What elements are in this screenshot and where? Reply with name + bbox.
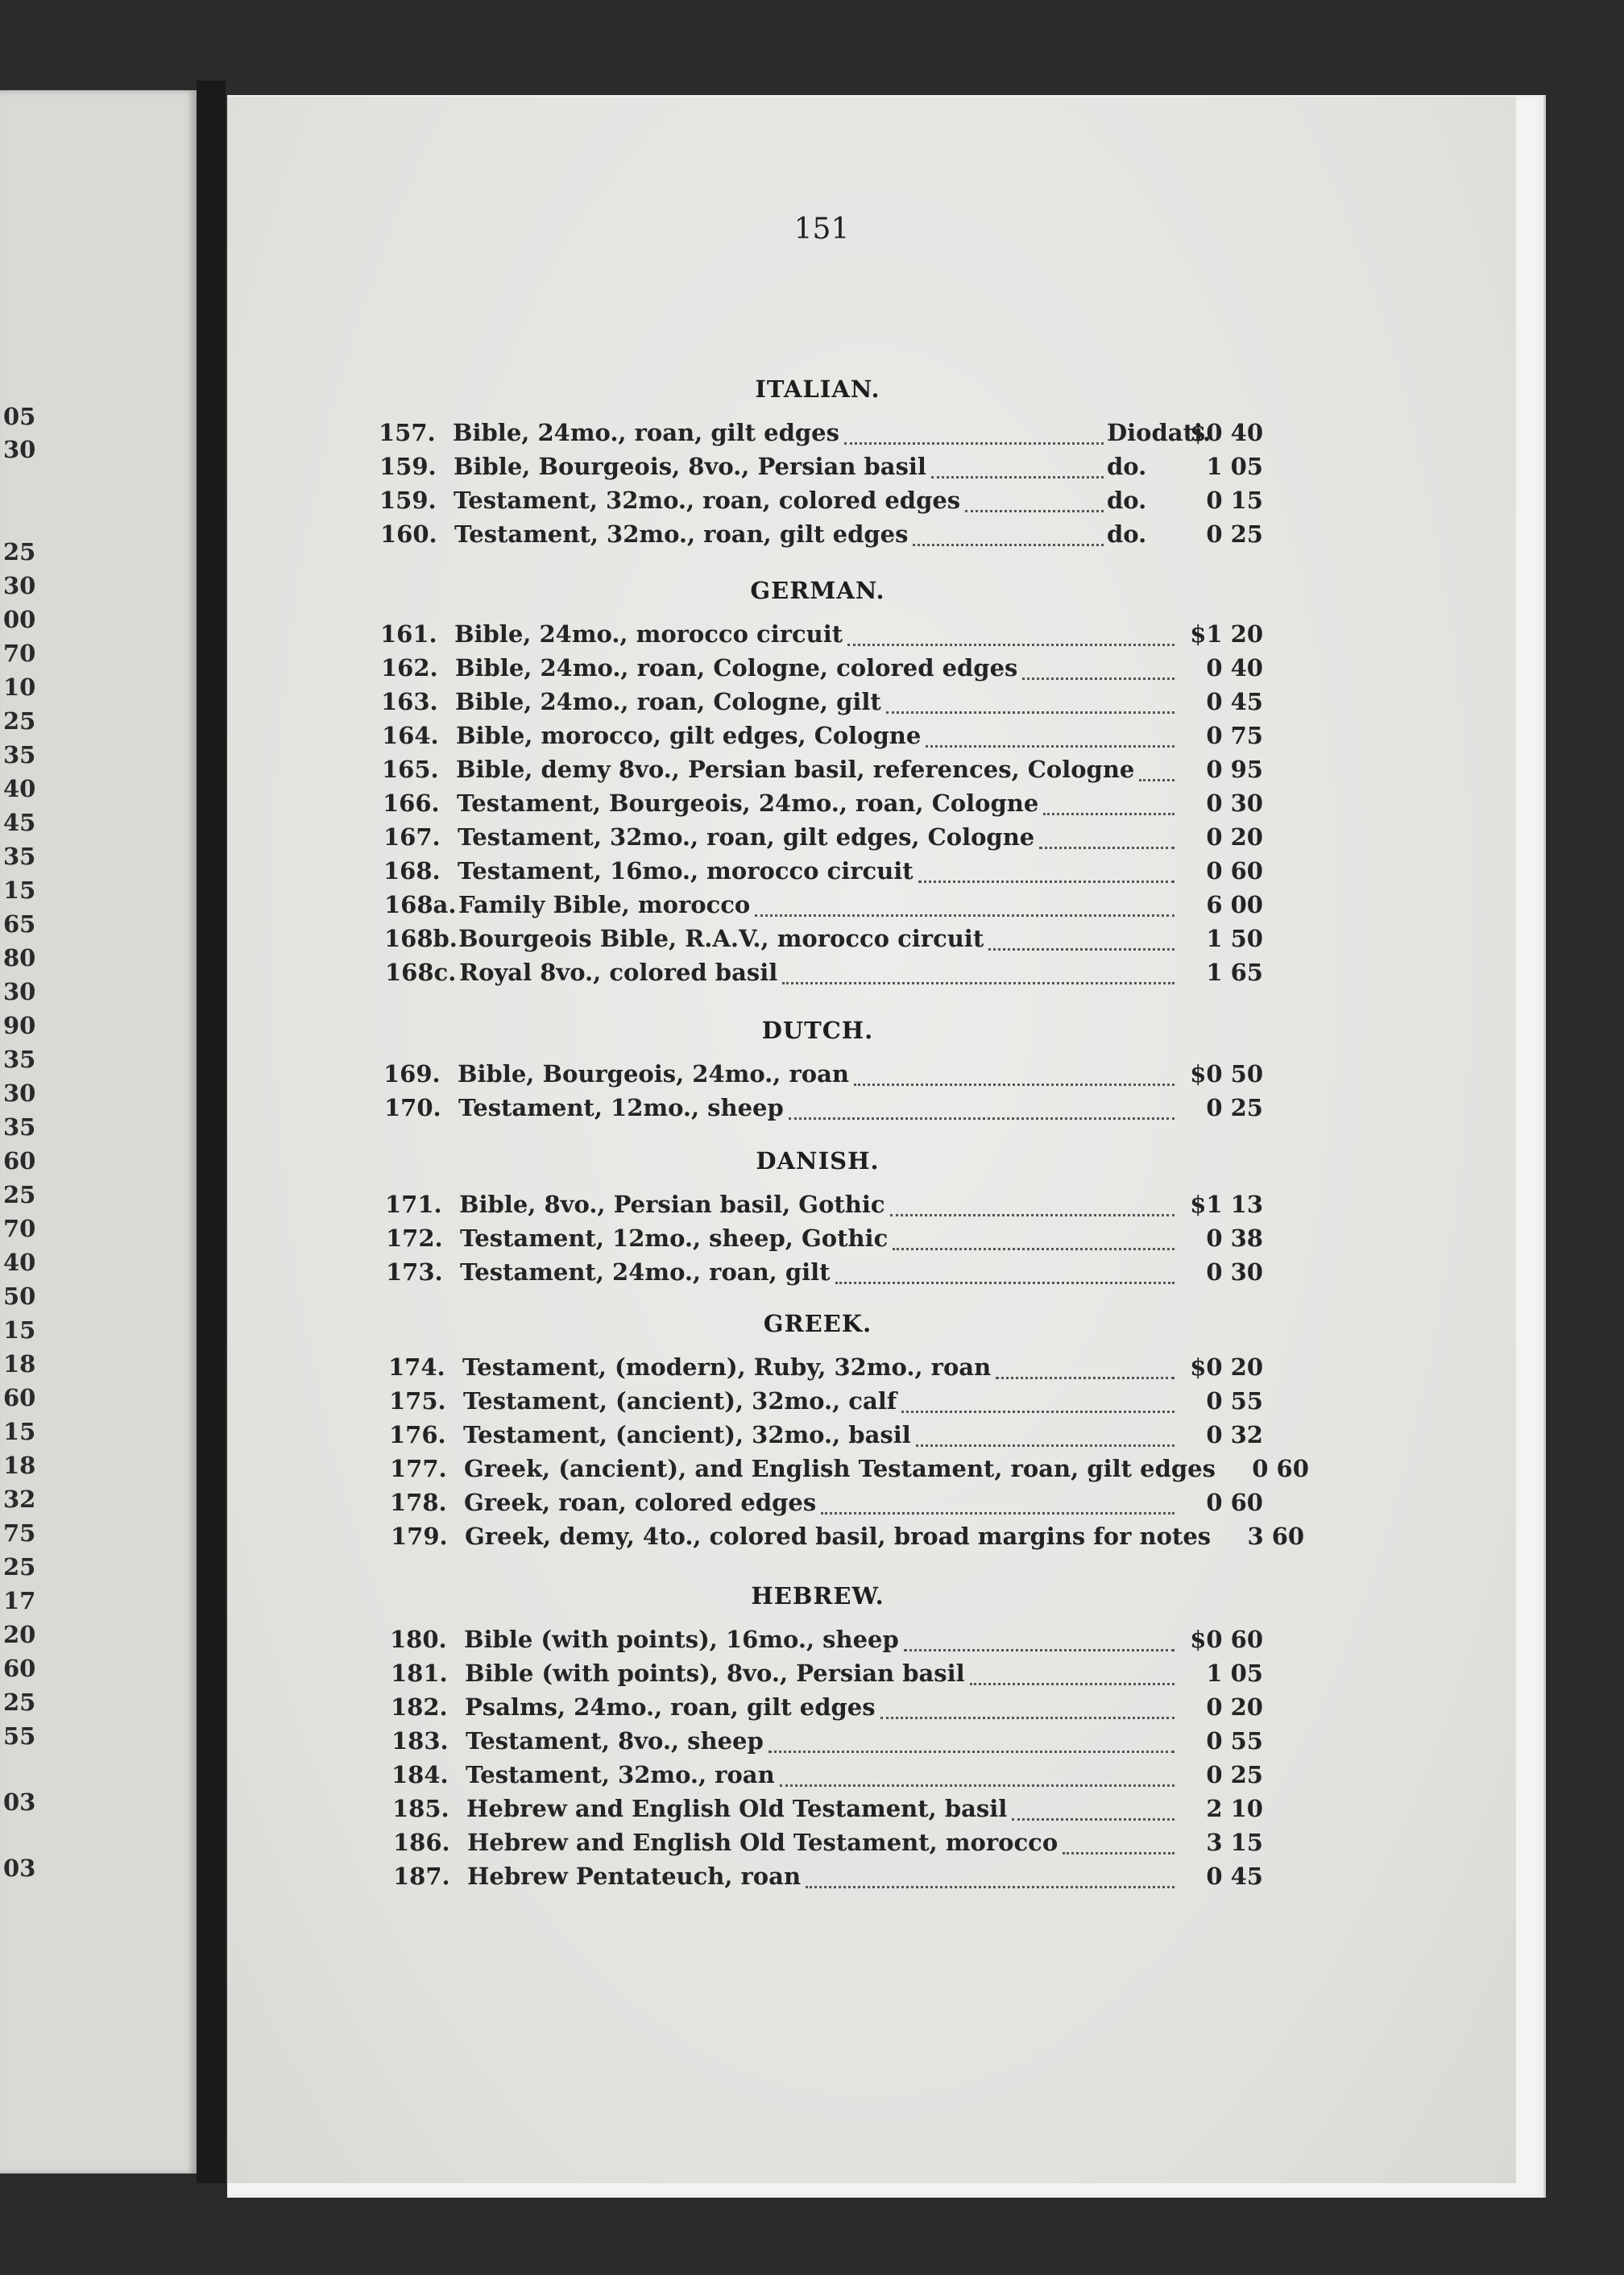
entry-price: 0 25: [1206, 1761, 1263, 1788]
catalog-entry: [388, 1353, 1263, 1386]
section-heading: GERMAN.: [750, 577, 885, 604]
left-page-number: 40: [3, 1249, 36, 1276]
left-page-number: 25: [3, 707, 36, 735]
entry-description: Psalms, 24mo., roan, gilt edges: [465, 1693, 876, 1721]
entry-description: Testament, 24mo., roan, gilt: [460, 1258, 831, 1286]
dot-leader: [789, 1098, 1174, 1120]
catalog-entry: [386, 1225, 1263, 1257]
catalog-entry: [383, 857, 1263, 889]
left-page-number: 50: [3, 1283, 36, 1310]
entry-number: 170.: [384, 1094, 441, 1121]
entry-price: 1 65: [1206, 959, 1263, 986]
entry-number: 177.: [390, 1455, 447, 1482]
left-page-number: 15: [3, 1316, 36, 1344]
catalog-entry: [384, 1094, 1263, 1126]
left-page-number: 03: [3, 1788, 36, 1816]
entry-price: 0 20: [1206, 1693, 1263, 1721]
entry-number: 163.: [381, 688, 438, 715]
left-page-number: 60: [3, 1655, 36, 1682]
dot-leader: [806, 1867, 1174, 1888]
left-page-number: 70: [3, 640, 36, 667]
dot-leader: [1012, 1799, 1174, 1821]
left-page-number: 45: [3, 809, 36, 836]
catalog-entry: [389, 1421, 1263, 1453]
left-page-number: 18: [3, 1350, 36, 1378]
dot-leader: [1039, 827, 1174, 849]
entry-edition: do.: [1107, 453, 1147, 480]
dot-leader: [780, 1765, 1174, 1787]
entry-price: 0 55: [1206, 1387, 1263, 1415]
left-page-number: 40: [3, 775, 36, 802]
dot-leader: [996, 1357, 1174, 1379]
entry-number: 161.: [380, 620, 437, 648]
entry-description: Testament, 12mo., sheep, Gothic: [460, 1225, 889, 1252]
dot-leader: [854, 1064, 1174, 1086]
dot-leader: [904, 1630, 1174, 1651]
dot-leader: [1139, 760, 1174, 781]
entry-price: $0 50: [1190, 1060, 1263, 1088]
entry-description: Bible, morocco, gilt edges, Cologne: [456, 722, 922, 749]
entry-number: 171.: [385, 1191, 442, 1218]
entry-description: Testament, (ancient), 32mo., basil: [463, 1421, 911, 1448]
entry-description: Testament, 32mo., roan: [466, 1761, 775, 1788]
entry-price: 0 20: [1206, 823, 1263, 851]
catalog-entry: [389, 1387, 1263, 1419]
left-page-number: 25: [3, 538, 36, 566]
entry-description: Hebrew and English Old Testament, morocco: [467, 1829, 1058, 1856]
dot-leader: [988, 929, 1174, 951]
entry-description: Testament, Bourgeois, 24mo., roan, Cologne: [457, 789, 1039, 817]
left-page-number: 03: [3, 1854, 36, 1882]
entry-description: Greek, (ancient), and English Testament, roan, gilt edges: [464, 1455, 1216, 1482]
entry-number: 168c.: [385, 959, 457, 986]
dot-leader: [970, 1664, 1174, 1685]
catalog-entry: [390, 1489, 1263, 1521]
entry-description: Bible, 8vo., Persian basil, Gothic: [459, 1191, 885, 1218]
left-page-number: 32: [3, 1486, 36, 1513]
left-page-number: 00: [3, 606, 36, 633]
catalog-entry: [386, 1258, 1263, 1291]
catalog-entry: [379, 453, 1263, 485]
dot-leader: [890, 1195, 1174, 1216]
left-page-number: 60: [3, 1147, 36, 1175]
entry-number: 182.: [391, 1693, 448, 1721]
entry-edition: Diodati.: [1107, 419, 1212, 446]
entry-price: 0 40: [1206, 654, 1263, 682]
catalog-entry: [381, 688, 1263, 720]
dot-leader: [782, 963, 1174, 984]
entry-description: Testament, 32mo., roan, colored edges: [454, 487, 961, 514]
left-page-number: 15: [3, 876, 36, 904]
left-page-number: 10: [3, 673, 36, 701]
entry-description: Greek, demy, 4to., colored basil, broad margins for notes: [465, 1523, 1212, 1550]
entry-number: 168b.: [384, 925, 458, 952]
dot-leader: [916, 1425, 1174, 1447]
entry-number: 167.: [383, 823, 441, 851]
entry-price: 0 45: [1206, 1863, 1263, 1890]
entry-description: Royal 8vo., colored basil: [459, 959, 778, 986]
entry-description: Bible (with points), 16mo., sheep: [464, 1626, 899, 1653]
entry-price: 0 60: [1206, 857, 1263, 885]
entry-price: 0 60: [1252, 1455, 1309, 1482]
entry-description: Bible, 24mo., morocco circuit: [454, 620, 843, 648]
catalog-entry: [383, 1060, 1263, 1092]
entry-number: 184.: [392, 1761, 449, 1788]
dot-leader: [965, 491, 1104, 512]
left-page-number: 25: [3, 1181, 36, 1208]
dot-leader: [918, 861, 1174, 883]
dot-leader: [755, 895, 1174, 917]
entry-price: $0 60: [1190, 1626, 1263, 1653]
catalog-entry: [380, 520, 1263, 553]
entry-number: 165.: [382, 756, 439, 783]
entry-number: 187.: [393, 1863, 450, 1890]
catalog-entry: [382, 722, 1263, 754]
entry-description: Testament, 8vo., sheep: [466, 1727, 764, 1755]
entry-price: 1 05: [1206, 1660, 1263, 1687]
catalog-entry: [379, 419, 1263, 451]
catalog-entry: [384, 925, 1263, 957]
entry-price: 0 15: [1206, 487, 1263, 514]
section-heading: ITALIAN.: [755, 375, 880, 403]
catalog-entry: [391, 1660, 1263, 1692]
dot-leader: [835, 1262, 1174, 1284]
entry-description: Testament, 12mo., sheep: [458, 1094, 784, 1121]
book-gutter: [197, 81, 226, 2183]
dot-leader: [893, 1229, 1174, 1250]
entry-edition: do.: [1107, 520, 1147, 548]
entry-number: 166.: [383, 789, 440, 817]
entry-number: 176.: [389, 1421, 446, 1448]
entry-description: Bourgeois Bible, R.A.V., morocco circuit: [458, 925, 984, 952]
dot-leader: [926, 726, 1174, 748]
entry-description: Bible, 24mo., roan, Cologne, colored edges: [455, 654, 1018, 682]
left-page-number: 90: [3, 1012, 36, 1039]
dot-leader: [847, 624, 1174, 646]
entry-number: 183.: [392, 1727, 449, 1755]
entry-number: 185.: [392, 1795, 450, 1822]
catalog-entry: [385, 959, 1263, 991]
entry-description: Greek, roan, colored edges: [464, 1489, 817, 1516]
entry-price: 0 75: [1206, 722, 1263, 749]
dot-leader: [844, 423, 1104, 445]
entry-description: Bible, Bourgeois, 24mo., roan: [458, 1060, 849, 1088]
dot-leader: [880, 1697, 1174, 1719]
left-page-number: 75: [3, 1519, 36, 1547]
entry-price: 0 45: [1206, 688, 1263, 715]
entry-description: Bible, Bourgeois, 8vo., Persian basil: [454, 453, 926, 480]
page-number: 151: [793, 213, 850, 246]
dot-leader: [1063, 1833, 1174, 1854]
entry-description: Testament, 16mo., morocco circuit: [458, 857, 914, 885]
catalog-entry: [391, 1693, 1263, 1726]
left-page-number: 05: [3, 403, 36, 430]
entry-number: 186.: [393, 1829, 450, 1856]
entry-price: 0 25: [1206, 520, 1263, 548]
entry-price: 0 30: [1206, 789, 1263, 817]
catalog-entry: [379, 487, 1263, 519]
dot-leader: [1043, 794, 1174, 815]
catalog-entry: [385, 1191, 1263, 1223]
catalog-entry: [380, 620, 1263, 653]
entry-number: 172.: [386, 1225, 443, 1252]
entry-description: Family Bible, morocco: [458, 891, 751, 918]
catalog-entry: [390, 1455, 1309, 1487]
left-page-number: 80: [3, 944, 36, 972]
catalog-entry: [391, 1523, 1305, 1555]
catalog-entry: [393, 1829, 1263, 1861]
entry-price: 6 00: [1206, 891, 1263, 918]
entry-description: Testament, 32mo., roan, gilt edges, Cologne: [458, 823, 1035, 851]
dot-leader: [1022, 658, 1174, 680]
left-page-number: 30: [3, 572, 36, 599]
entry-price: 0 60: [1206, 1489, 1263, 1516]
left-page-number: 15: [3, 1418, 36, 1445]
dot-leader: [913, 524, 1104, 546]
dot-leader: [768, 1731, 1174, 1753]
left-page-number: 55: [3, 1722, 36, 1750]
entry-price: 0 32: [1206, 1421, 1263, 1448]
entry-number: 180.: [390, 1626, 447, 1653]
entry-price: 0 25: [1206, 1094, 1263, 1121]
entry-price: 1 50: [1206, 925, 1263, 952]
catalog-entry: [382, 756, 1263, 788]
left-page-fragment: [0, 90, 197, 2173]
dot-leader: [931, 457, 1104, 479]
catalog-entry: [392, 1727, 1263, 1759]
entry-description: Testament, (modern), Ruby, 32mo., roan: [462, 1353, 992, 1381]
entry-price: 0 38: [1206, 1225, 1263, 1252]
catalog-entry: [383, 823, 1263, 856]
left-page-number: 20: [3, 1621, 36, 1648]
dot-leader: [901, 1391, 1174, 1413]
left-page-number: 65: [3, 910, 36, 938]
entry-number: 179.: [391, 1523, 448, 1550]
left-page-number: 30: [3, 1079, 36, 1107]
dot-leader: [886, 692, 1174, 714]
entry-number: 175.: [389, 1387, 446, 1415]
left-page-number: 70: [3, 1215, 36, 1242]
entry-number: 168a.: [384, 891, 457, 918]
entry-price: $1 20: [1190, 620, 1263, 648]
catalog-entry: [392, 1795, 1263, 1827]
entry-price: $0 20: [1190, 1353, 1263, 1381]
catalog-entry: [383, 789, 1263, 822]
entry-price: 0 95: [1206, 756, 1263, 783]
entry-price: 1 05: [1206, 453, 1263, 480]
catalog-entry: [381, 654, 1263, 686]
entry-price: $1 13: [1190, 1191, 1263, 1218]
left-page-number: 30: [3, 978, 36, 1005]
entry-number: 181.: [391, 1660, 448, 1687]
entry-number: 178.: [390, 1489, 447, 1516]
entry-number: 162.: [381, 654, 438, 682]
left-page-number: 35: [3, 1113, 36, 1141]
left-page-number: 25: [3, 1553, 36, 1581]
dot-leader: [821, 1493, 1174, 1515]
left-page-number: 35: [3, 843, 36, 870]
left-page-number: 35: [3, 1046, 36, 1073]
entry-description: Testament, 32mo., roan, gilt edges: [454, 520, 909, 548]
catalog-entry: [392, 1761, 1263, 1793]
entry-number: 164.: [382, 722, 439, 749]
left-page-number: 25: [3, 1689, 36, 1716]
entry-description: Hebrew and English Old Testament, basil: [466, 1795, 1008, 1822]
left-page-number: 17: [3, 1587, 36, 1614]
entry-price: 2 10: [1206, 1795, 1263, 1822]
entry-description: Bible, 24mo., roan, Cologne, gilt: [455, 688, 881, 715]
catalog-entry: [384, 891, 1263, 923]
entry-description: Hebrew Pentateuch, roan: [467, 1863, 802, 1890]
entry-description: Bible, demy 8vo., Persian basil, references, Cologne: [456, 756, 1135, 783]
entry-price: 0 30: [1206, 1258, 1263, 1286]
left-page-number: 30: [3, 436, 36, 463]
section-heading: DANISH.: [756, 1147, 880, 1175]
entry-price: 0 55: [1206, 1727, 1263, 1755]
entry-number: 173.: [386, 1258, 443, 1286]
entry-number: 169.: [383, 1060, 441, 1088]
entry-number: 174.: [388, 1353, 445, 1381]
entry-description: Bible (with points), 8vo., Persian basil: [465, 1660, 965, 1687]
section-heading: GREEK.: [763, 1310, 872, 1337]
entry-number: 168.: [383, 857, 441, 885]
left-page-number: 35: [3, 741, 36, 769]
left-page-number: 18: [3, 1452, 36, 1479]
entry-price: 3 15: [1206, 1829, 1263, 1856]
entry-price: $0 40: [1190, 419, 1263, 446]
section-heading: HEBREW.: [751, 1582, 884, 1610]
entry-number: 159.: [379, 487, 437, 514]
left-page-number: 60: [3, 1384, 36, 1411]
catalog-entry: [393, 1863, 1263, 1895]
section-heading: DUTCH.: [761, 1017, 874, 1044]
entry-edition: do.: [1107, 487, 1147, 514]
entry-description: Bible, 24mo., roan, gilt edges: [453, 419, 839, 446]
entry-number: 160.: [380, 520, 437, 548]
catalog-entry: [390, 1626, 1263, 1658]
entry-price: 3 60: [1247, 1523, 1305, 1550]
entry-description: Testament, (ancient), 32mo., calf: [463, 1387, 897, 1415]
entry-number: 159.: [379, 453, 437, 480]
entry-number: 157.: [379, 419, 436, 446]
